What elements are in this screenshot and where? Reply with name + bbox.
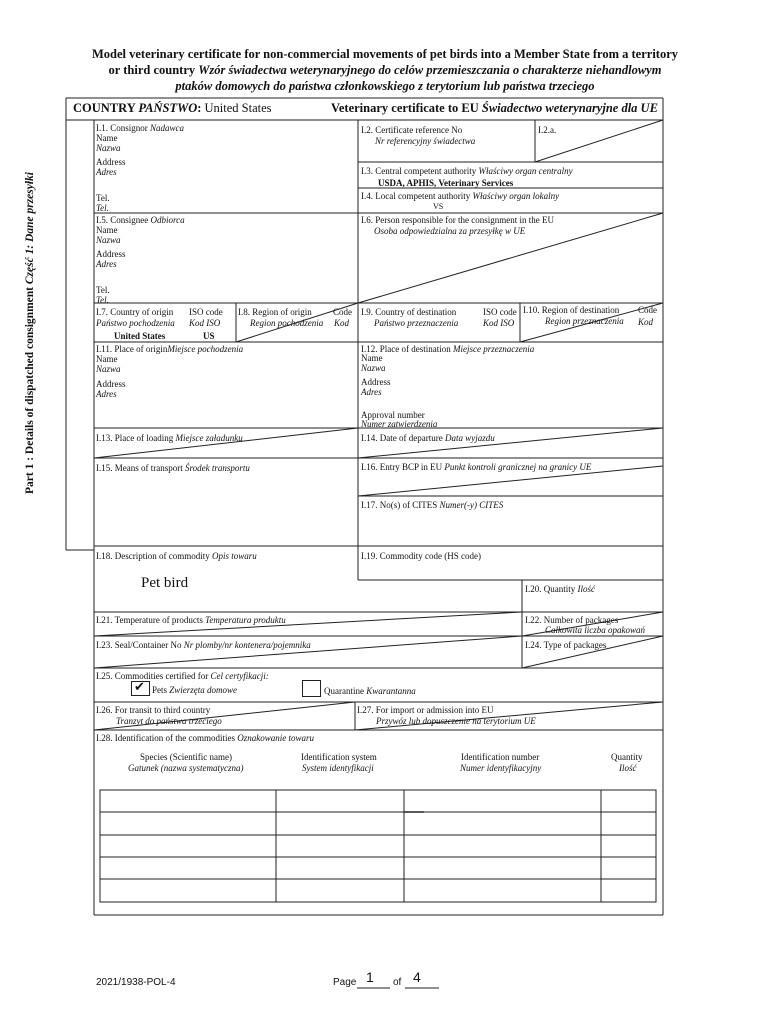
country-label: COUNTRY [73,101,136,115]
i5-address-pl: Adres [96,259,117,269]
i1-address: Address [96,157,126,167]
i10-label-pl: Region przeznaczenia [545,316,624,326]
i2a-label: I.2.a. [538,125,557,135]
i10-label: I.10. Region of destination [523,305,620,315]
i9-label: I.9. Country of destination [361,307,457,317]
i5-tel: Tel. [96,285,110,295]
i5-label: I.5. Consignee Odbiorca [96,215,185,225]
country-label-pl: PAŃSTWO [138,101,198,115]
i18-label: I.18. Description of commodity Opis towaru [96,551,257,561]
title-pl-line1: Wzór świadectwa weterynaryjnego do celów przemieszczania o charakterze niehandlowym [198,63,662,77]
i4-value: VS [433,202,444,211]
i12-address: Address [361,377,391,387]
i12-approval-pl: Numer zatwierdzenia [361,419,438,429]
pets-checkbox[interactable] [131,681,150,696]
i20-label: I.20. Quantity Ilość [525,584,595,594]
i3-label: I.3. Central competent authority Właściwy organ centralny [361,166,573,176]
i3-value: USDA, APHIS, Veterinary Services [378,178,514,188]
i11-address: Address [96,379,126,389]
i16-label: I.16. Entry BCP in EU Punkt kontroli granicznej na granicy UE [361,462,592,472]
title-en-line2: or third country [108,63,196,77]
cert-title-en: Veterinary certificate to EU [331,101,479,115]
i5-address: Address [96,249,126,259]
i21-label: I.21. Temperature of products Temperatura produktu [96,615,286,625]
i19-label: I.19. Commodity code (HS code) [361,551,481,561]
document-code: 2021/1938-POL-4 [96,977,176,988]
i13-label: I.13. Place of loading Miejsce załadunku [96,433,243,443]
i8-code-pl: Kod [334,318,350,328]
page-label: Page [333,977,357,988]
part1-label-pl: Część 1: Dane przesyłki [24,172,36,285]
i11-label: I.11. Place of originMiejsce pochodzenia [96,344,244,354]
i12-label: I.12. Place of destination Miejsce przeznaczenia [361,344,535,354]
i11-name: Name [96,354,118,364]
cert-title-pl: Świadectwo weterynaryjne dla UE [481,101,658,115]
i1-label: I.1. Consignor Nadawca [96,123,185,133]
i22-label: I.22. Number of packages [525,615,619,625]
col-quantity: Quantity [611,752,643,762]
quarantine-checkbox[interactable] [302,680,321,697]
col-id-system-pl: System identyfikacji [302,763,374,773]
i1-name: Name [96,133,118,143]
col-id-system: Identification system [301,752,377,762]
i23-label: I.23. Seal/Container No Nr plomby/nr kontenera/pojemnika [96,640,311,650]
i2-label: I.2. Certificate reference No [361,125,463,135]
i7-label: I.7. Country of origin [96,307,174,317]
i7-iso-value: US [203,331,215,341]
part1-label-en: Part 1 : Details of dispatched consignment [24,287,36,494]
i27-label: I.27. For import or admission into EU [357,705,494,715]
i12-name-pl: Nazwa [361,363,386,373]
i24-label: I.24. Type of packages [525,640,607,650]
i17-label: I.17. No(s) of CITES Numer(-y) CITES [361,500,504,510]
country-value: United States [204,101,272,115]
title-pl-line2: ptaków domowych do państwa członkowskiego z terytorium lub państwa trzeciego [175,79,595,93]
quarantine-label: Quarantine Kwarantanna [324,686,416,696]
i7-label-pl: Państwo pochodzenia [96,318,175,328]
i9-iso: ISO code [483,307,517,317]
i1-tel: Tel. [96,193,110,203]
i12-address-pl: Adres [361,387,382,397]
i7-iso: ISO code [189,307,223,317]
i4-label: I.4. Local competent authority Właściwy organ lokalny [361,191,560,201]
pets-label: Pets Zwierzęta domowe [152,685,238,695]
col-id-number: Identification number [461,752,540,762]
col-id-number-pl: Numer identyfikacyjny [460,763,542,773]
i25-label: I.25. Commodities certified for Cel certyfikacji: [96,671,269,681]
i28-label: I.28. Identification of the commodities Oznakowanie towaru [96,733,314,743]
i5-name: Name [96,225,118,235]
i10-code: Code [638,305,657,315]
i11-address-pl: Adres [96,389,117,399]
i26-label-pl: Tranzyt do państwa trzeciego [116,716,222,726]
i1-name-pl: Nazwa [96,143,121,153]
i26-label: I.26. For transit to third country [96,705,211,715]
i8-label: I.8. Region of origin [238,307,312,317]
col-species-pl: Gatunek (nazwa systematyczna) [128,763,244,773]
of-label: of [393,977,402,988]
i22-label-pl: Całkowita liczba opakowań [545,625,645,635]
i8-label-pl: Region pochodzenia [250,318,324,328]
part1-side-label [24,163,36,503]
i2-label-pl: Nr referencyjny świadectwa [375,136,476,146]
i7-value: United States [114,331,166,341]
col-quantity-pl: Ilość [619,763,637,773]
i27-label-pl: Przywóz lub dopuszczenie na terytorium UE [376,716,536,726]
i1-address-pl: Adres [96,167,117,177]
i1-tel-pl: Tel. [96,203,109,213]
i14-label: I.14. Date of departure Data wyjazdu [361,433,495,443]
i6-label: I.6. Person responsible for the consignment in the EU [361,215,554,225]
i8-code: Code [333,307,352,317]
i5-tel-pl: Tel. [96,295,109,305]
i5-name-pl: Nazwa [96,235,121,245]
title-en-line1: Model veterinary certificate for non-commercial movements of pet birds into a Member State from a territory [91,47,679,61]
checkmark-icon: ✔ [134,680,145,695]
i18-value: Pet bird [141,575,189,591]
country-heading: COUNTRY PAŃSTWO: United States [73,101,272,115]
i10-code-pl: Kod [638,317,654,327]
i9-label-pl: Państwo przeznaczenia [374,318,459,328]
i11-name-pl: Nazwa [96,364,121,374]
i9-iso-pl: Kod ISO [483,318,515,328]
i12-name: Name [361,353,383,363]
page-number: 1 [366,969,374,985]
i7-iso-pl: Kod ISO [189,318,221,328]
total-pages: 4 [413,969,421,985]
i15-label: I.15. Means of transport Środek transportu [96,463,250,473]
i12-approval: Approval number [361,410,425,420]
col-species: Species (Scientific name) [140,752,232,762]
i6-label-pl: Osoba odpowiedzialna za przesyłkę w UE [374,226,526,236]
